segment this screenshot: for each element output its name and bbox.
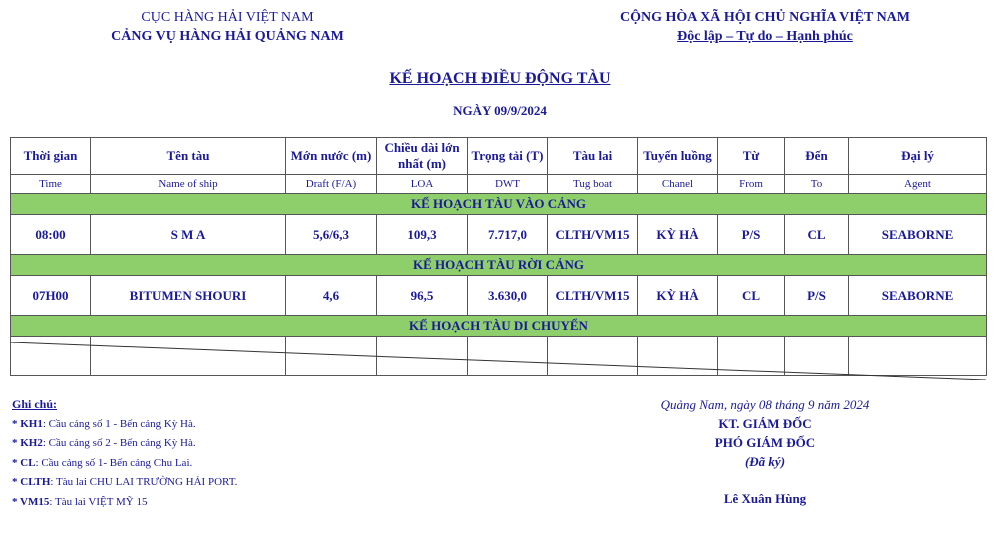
col-sub-tug: Tug boat: [548, 175, 638, 194]
cell-tug: CLTH/VM15: [548, 276, 638, 316]
cell-time: 07H00: [11, 276, 91, 316]
section-shifting-label: KẾ HOẠCH TÀU DI CHUYỂN: [11, 316, 987, 337]
col-header-channel: Tuyến luồng: [638, 138, 718, 175]
signer-title-1: KT. GIÁM ĐỐC: [718, 416, 812, 431]
cell-tug: CLTH/VM15: [548, 215, 638, 255]
col-header-agent: Đại lý: [849, 138, 987, 175]
signer-title-2: PHÓ GIÁM ĐỐC: [714, 435, 816, 450]
empty-cell: [785, 337, 849, 376]
cell-from: CL: [718, 276, 785, 316]
note-key: * CL: [12, 456, 36, 469]
note-text: : Cầu cảng số 2 - Bến cảng Kỳ Hà.: [42, 437, 196, 449]
cell-draft: 5,6/6,3: [286, 215, 377, 255]
header-row-vi: [11, 138, 987, 175]
col-header-to: Đến: [785, 138, 849, 175]
empty-cell: [548, 337, 638, 376]
note-text: : Cầu cảng số 1- Bến cảng Chu Lai.: [35, 456, 193, 469]
empty-cell: [377, 337, 468, 376]
section-arrival-label: KẾ HOẠCH TÀU VÀO CẢNG: [11, 194, 987, 215]
section-departure: [11, 255, 987, 276]
cell-to: P/S: [785, 276, 849, 316]
cell-agent: SEABORNE: [849, 215, 987, 255]
empty-cell: [718, 337, 785, 376]
col-header-dwt: Trọng tải (T): [468, 138, 548, 175]
col-header-ship: Tên tàu: [91, 138, 286, 175]
note-text: : Tàu lai VIỆT MỸ 15: [49, 495, 148, 508]
note-key: * VM15: [12, 495, 50, 508]
note-item: [12, 434, 237, 454]
note-key: * KH2: [12, 437, 43, 449]
cell-loa: 109,3: [377, 215, 468, 255]
cell-time: 08:00: [11, 215, 91, 255]
col-sub-to: To: [785, 175, 849, 194]
empty-cell: [638, 337, 718, 376]
col-sub-channel: Chanel: [638, 175, 718, 194]
note-text: : Tàu lai CHU LAI TRƯỜNG HẢI PORT.: [50, 476, 238, 488]
section-arrival: [11, 194, 987, 215]
table-row: [11, 276, 987, 316]
signer-name: Lê Xuân Hùng: [723, 491, 807, 506]
col-header-loa: Chiều dài lớn nhất (m): [377, 138, 468, 175]
org-name: CỤC HÀNG HẢI VIỆT NAM: [141, 10, 314, 25]
section-departure-label: KẾ HOẠCH TÀU RỜI CẢNG: [11, 255, 987, 276]
col-header-tug: Tàu lai: [548, 138, 638, 175]
col-header-draft: Mớn nước (m): [286, 138, 377, 175]
note-text: : Cầu cảng số 1 - Bến cảng Kỳ Hà.: [42, 417, 196, 430]
signed-note: (Đã ký): [744, 454, 786, 469]
note-key: * CLTH: [12, 476, 51, 488]
note-item: [12, 473, 237, 493]
empty-cell: [849, 337, 987, 376]
col-header-time: Thời gian: [11, 138, 91, 175]
port-authority-name: CẢNG VỤ HÀNG HẢI QUẢNG NAM: [111, 29, 344, 44]
cell-draft: 4,6: [286, 276, 377, 316]
cell-dwt: 3.630,0: [468, 276, 548, 316]
cell-dwt: 7.717,0: [468, 215, 548, 255]
empty-cell: [91, 337, 286, 376]
issuing-authority: [95, 8, 360, 46]
cell-loa: 96,5: [377, 276, 468, 316]
cell-channel: KỲ HÀ: [638, 215, 718, 255]
cell-agent: SEABORNE: [849, 276, 987, 316]
col-sub-time: Time: [11, 175, 91, 194]
note-item: [12, 493, 237, 513]
page-title: KẾ HOẠCH ĐIỀU ĐỘNG TÀU: [389, 70, 611, 87]
empty-row: [11, 337, 987, 376]
notes-heading: Ghi chú:: [12, 397, 58, 411]
place-date: Quảng Nam, ngày 08 tháng 9 năm 2024: [660, 397, 870, 412]
col-sub-from: From: [718, 175, 785, 194]
note-item: [12, 415, 237, 435]
table-row: [11, 215, 987, 255]
col-sub-ship: Name of ship: [91, 175, 286, 194]
header-row-en: [11, 175, 987, 194]
national-motto: [600, 8, 930, 46]
col-sub-dwt: DWT: [468, 175, 548, 194]
ship-movement-table: [10, 137, 987, 376]
col-sub-draft: Draft (F/A): [286, 175, 377, 194]
plan-date: NGÀY 09/9/2024: [453, 103, 547, 118]
cell-ship: BITUMEN SHOURI: [91, 276, 286, 316]
col-sub-agent: Agent: [849, 175, 987, 194]
cell-from: P/S: [718, 215, 785, 255]
signature-spacer: [600, 471, 930, 489]
empty-cell: [11, 337, 91, 376]
country-name: CỘNG HÒA XÃ HỘI CHỦ NGHĨA VIỆT NAM: [619, 10, 910, 25]
cell-ship: S M A: [91, 215, 286, 255]
section-shifting: [11, 316, 987, 337]
signature-block: [600, 395, 930, 508]
empty-cell: [468, 337, 548, 376]
col-header-from: Từ: [718, 138, 785, 175]
cell-channel: KỲ HÀ: [638, 276, 718, 316]
note-item: [12, 454, 237, 474]
empty-cell: [286, 337, 377, 376]
cell-to: CL: [785, 215, 849, 255]
motto: Độc lập – Tự do – Hạnh phúc: [677, 29, 853, 44]
notes-section: [12, 395, 237, 512]
note-key: * KH1: [12, 417, 43, 430]
col-sub-loa: LOA: [377, 175, 468, 194]
